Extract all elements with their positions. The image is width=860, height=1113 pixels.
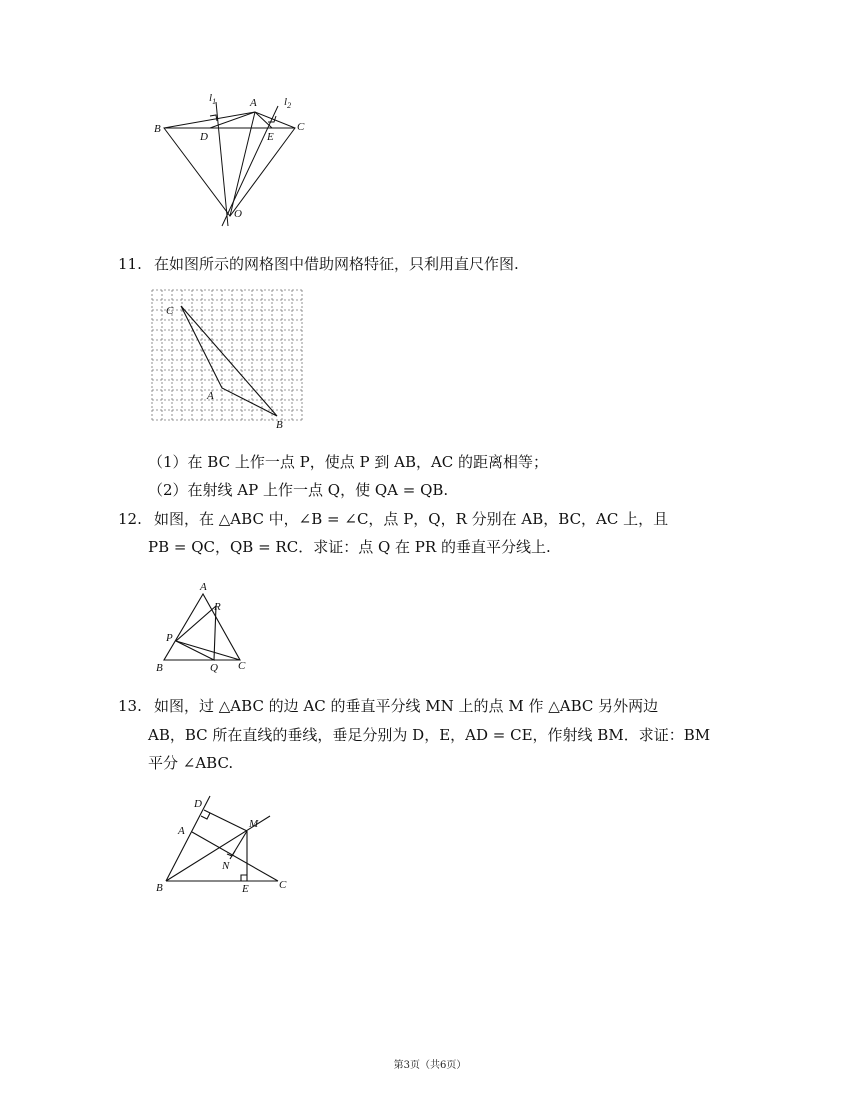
- figure-q10: [150, 88, 310, 228]
- label-c: C: [166, 305, 174, 317]
- label-o: O: [234, 208, 242, 220]
- label-d: D: [194, 798, 202, 810]
- label-c: C: [238, 660, 246, 672]
- figure-q12: [150, 576, 260, 674]
- page-footer: 第3页（共6页）: [393, 1060, 467, 1071]
- figure-q13: [150, 788, 295, 896]
- label-b: B: [276, 419, 283, 431]
- label-n: N: [222, 860, 230, 872]
- label-e: E: [267, 131, 274, 143]
- label-b: B: [154, 123, 161, 135]
- label-r: R: [214, 601, 221, 613]
- label-b: B: [156, 662, 163, 674]
- triangle-abc: [164, 594, 240, 660]
- question-number: 12.: [118, 510, 142, 528]
- q12-line1: 12. 如图，在 △ABC 中，∠B = ∠C，点 P，Q，R 分别在 AB，BC，AC 上，且: [118, 510, 669, 528]
- q11-part2: （2）在射线 AP 上作一点 Q，使 QA = QB.: [148, 481, 449, 499]
- label-a: A: [207, 390, 214, 402]
- segment-dm: [204, 810, 247, 831]
- question-number: 11.: [118, 255, 142, 273]
- label-c: C: [297, 121, 305, 133]
- q13-line1: 13. 如图，过 △ABC 的边 AC 的垂直平分线 MN 上的点 M 作 △ABC 另外两边: [118, 697, 659, 715]
- label-q: Q: [210, 662, 218, 674]
- right-angle-mark-e: [241, 875, 247, 881]
- q11-stem-line: [118, 253, 519, 275]
- q11-part1: （1）在 BC 上作一点 P，使点 P 到 AB，AC 的距离相等；: [148, 453, 549, 471]
- right-angle-mark-d: [201, 813, 210, 819]
- label-a: A: [250, 97, 257, 109]
- label-m: M: [249, 818, 259, 830]
- triangle-abc: [181, 306, 277, 416]
- triangle-pqr: [176, 606, 216, 660]
- q12-line2: PB = QC，QB = RC．求证：点 Q 在 PR 的垂直平分线上.: [148, 538, 551, 556]
- label-p: P: [166, 632, 173, 644]
- label-d: D: [200, 131, 208, 143]
- figure-q11-grid: [148, 286, 313, 434]
- line-l1: [216, 102, 228, 226]
- label-a: A: [200, 581, 207, 593]
- label-l1: $l_1$: [209, 92, 217, 106]
- label-a: A: [178, 825, 185, 837]
- q13-line2: AB，BC 所在直线的垂线，垂足分别为 D，E，AD = CE，作射线 BM．求证：BM: [148, 726, 711, 744]
- q13-line3: 平分 ∠ABC.: [148, 754, 234, 772]
- dashed-grid: [152, 290, 302, 420]
- line-l2: [222, 106, 278, 226]
- label-e: E: [242, 883, 249, 895]
- question-stem: 在如图所示的网格图中借助网格特征，只利用直尺作图.: [154, 255, 519, 273]
- segment-ae: [255, 112, 272, 128]
- label-c: C: [279, 879, 287, 891]
- question-number: 13.: [118, 697, 142, 715]
- label-l2: $l_2$: [284, 96, 292, 110]
- label-b: B: [156, 882, 163, 894]
